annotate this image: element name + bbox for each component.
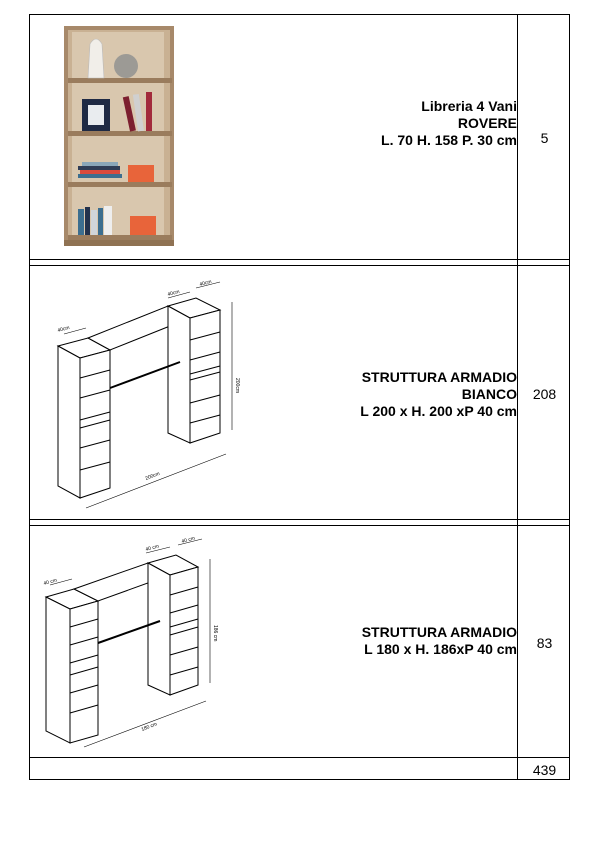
description-line: L 180 x H. 186xP 40 cm <box>364 641 517 657</box>
bookcase-photo <box>60 24 180 249</box>
quantity-cell: 5 <box>540 130 549 146</box>
total-quantity: 439 <box>532 762 557 778</box>
description-line: BIANCO <box>461 386 517 402</box>
quantity-cell: 83 <box>536 635 553 651</box>
dimension-label: 180 cm <box>140 721 159 733</box>
dimension-label: 40 cm <box>180 535 196 545</box>
description-line: L. 70 H. 158 P. 30 cm <box>381 132 517 148</box>
description-line: Libreria 4 Vani <box>421 98 517 114</box>
description-line: STRUTTURA ARMADIO <box>361 369 517 385</box>
description-line: STRUTTURA ARMADIO <box>361 624 517 640</box>
product-description <box>362 624 517 658</box>
dimension-label: 40 cm <box>42 577 58 587</box>
dimension-label: 40cm <box>166 288 181 298</box>
total-row-divider <box>29 757 570 758</box>
dimension-label: 40cm <box>198 278 213 288</box>
dimension-label: 186 cm <box>212 625 218 642</box>
description-line: ROVERE <box>457 115 517 131</box>
dimension-label: 200cm <box>144 470 161 482</box>
wardrobe-drawing <box>50 278 250 513</box>
product-description <box>381 98 517 149</box>
dimension-label: 40 cm <box>144 543 160 553</box>
row-divider <box>29 259 570 260</box>
dimension-label: 200cm <box>234 378 240 394</box>
quantity-column-divider <box>517 14 518 780</box>
wardrobe-drawing <box>38 535 228 750</box>
dimension-label: 40cm <box>56 324 71 334</box>
description-line: L 200 x H. 200 xP 40 cm <box>360 403 517 419</box>
product-description <box>360 369 517 420</box>
row-divider <box>29 519 570 520</box>
row-divider <box>29 265 570 266</box>
row-divider <box>29 525 570 526</box>
quantity-cell: 208 <box>532 386 557 402</box>
